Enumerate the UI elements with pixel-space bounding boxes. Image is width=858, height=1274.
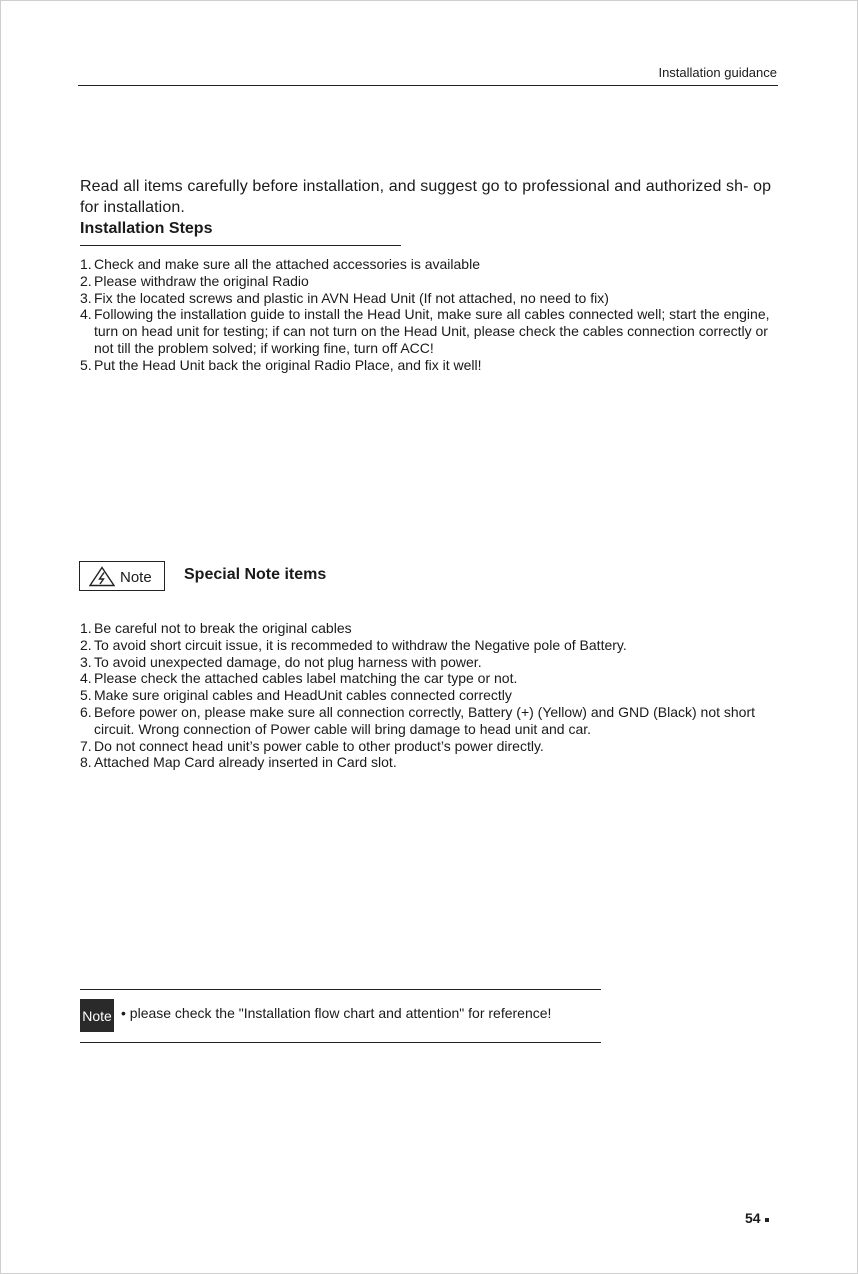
item-text: Put the Head Unit back the original Radio Place, and fix it well! xyxy=(94,356,482,373)
special-notes-heading: Special Note items xyxy=(184,566,327,583)
list-item xyxy=(80,290,790,307)
page-number-marker xyxy=(765,1218,769,1222)
installation-steps-heading: Installation Steps xyxy=(80,220,213,237)
item-number: 6. xyxy=(80,703,92,720)
note-badge-label: Note xyxy=(120,569,152,586)
special-notes-list xyxy=(80,620,790,771)
item-text: Please check the attached cables label matching the car type or not. xyxy=(94,670,518,687)
item-text: Check and make sure all the attached accessories is available xyxy=(94,256,480,272)
list-item xyxy=(80,637,790,654)
warning-lightning-icon xyxy=(89,566,115,587)
item-number: 4. xyxy=(80,670,92,687)
item-text: Following the installation guide to install the Head Unit, make sure all cables connected well; start the engine, turn on head unit for testing; if can not turn on the Head Unit, please check the cables connection correctly or not till the problem solved; if working fine, turn off ACC! xyxy=(94,306,770,356)
item-number: 7. xyxy=(80,737,92,754)
installation-steps-list xyxy=(80,256,790,374)
item-number: 8. xyxy=(80,754,92,771)
item-number: 1. xyxy=(80,620,92,636)
list-item xyxy=(80,704,790,738)
section-title: Installation guidance xyxy=(658,65,777,80)
footer-note-top-divider xyxy=(80,989,601,990)
item-text: Make sure original cables and HeadUnit cables connected correctly xyxy=(94,687,512,704)
item-text: To avoid short circuit issue, it is recommeded to withdraw the Negative pole of Battery. xyxy=(94,636,627,653)
item-text: To avoid unexpected damage, do not plug harness with power. xyxy=(94,653,482,670)
item-text: Fix the located screws and plastic in AVN Head Unit (If not attached, no need to fix) xyxy=(94,289,609,306)
item-number: 1. xyxy=(80,256,92,272)
item-number: 2. xyxy=(80,272,92,289)
item-number: 5. xyxy=(80,687,92,704)
list-item xyxy=(80,738,790,755)
note-badge-box xyxy=(79,561,165,591)
list-item xyxy=(80,256,790,273)
list-item xyxy=(80,654,790,671)
item-text: Be careful not to break the original cables xyxy=(94,620,352,636)
list-item xyxy=(80,306,790,356)
list-item xyxy=(80,273,790,290)
item-number: 5. xyxy=(80,356,92,373)
installation-steps-divider xyxy=(80,245,401,246)
item-number: 3. xyxy=(80,289,92,306)
list-item xyxy=(80,754,790,771)
footer-note-badge: Note xyxy=(80,999,114,1032)
list-item xyxy=(80,670,790,687)
item-text: Before power on, please make sure all connection correctly, Battery (+) (Yellow) and GND (Black) not short circuit. Wrong connection of Power cable will bring damage to head unit and car. xyxy=(94,703,756,737)
header-divider xyxy=(78,85,778,86)
page-number: 54 xyxy=(745,1210,761,1226)
footer-note-bottom-divider xyxy=(80,1042,601,1043)
list-item xyxy=(80,687,790,704)
item-number: 3. xyxy=(80,653,92,670)
item-number: 2. xyxy=(80,636,92,653)
list-item xyxy=(80,357,790,374)
item-text: Do not connect head unit’s power cable to other product’s power directly. xyxy=(94,737,544,754)
footer-note-text: • please check the "Installation flow chart and attention" for reference! xyxy=(121,1005,552,1021)
list-item xyxy=(80,620,790,637)
item-text: Please withdraw the original Radio xyxy=(94,272,309,289)
item-number: 4. xyxy=(80,306,92,323)
intro-paragraph: Read all items carefully before installation, and suggest go to professional and authorized sh- op for installation. xyxy=(80,178,772,216)
item-text: Attached Map Card already inserted in Card slot. xyxy=(94,754,397,771)
